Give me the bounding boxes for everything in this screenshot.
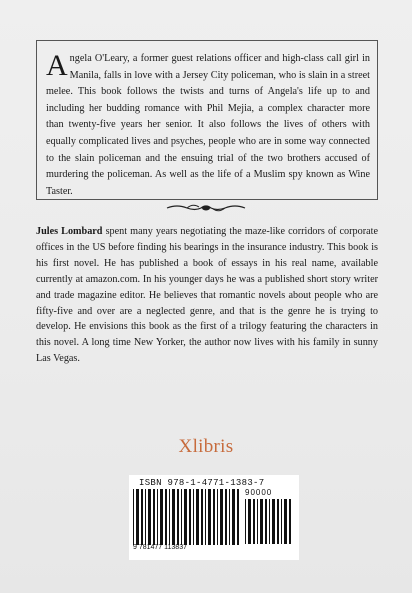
barcode-bar (253, 499, 255, 544)
addon-barcode (245, 499, 293, 555)
barcode-bar (141, 489, 143, 545)
isbn-label: ISBN 978-1-4771-1383-7 (139, 478, 265, 488)
ean-barcode (133, 489, 239, 545)
barcode-bar (196, 489, 199, 545)
barcode-bar (208, 489, 211, 545)
author-bio-text: spent many years negotiating the maze-like corridors of corporate offices in the US before finding his bearings in the insurance industry. This book is his first novel. He has published a book of essays in his real name, available currently at amazon.com. In his younger days he was a published short story writer and trade magazine editor. He believes that romantic novels about people who are fifty-five and over are a neglected genre, and that is the genre he is trying to develop. He envisions this book as the first of a trilogy featuring the characters in this novel. A long time New Yorker, the author now lives with his family in sunny Las Vegas. (36, 226, 378, 365)
barcode-bar (220, 489, 223, 545)
barcode-bar (272, 499, 275, 544)
barcode-bar (213, 489, 215, 545)
barcode-bar (201, 489, 203, 545)
barcode-bar (245, 499, 246, 544)
barcode-bar (284, 499, 287, 544)
barcode-bar (136, 489, 139, 545)
barcode-bar (145, 489, 146, 545)
author-bio (36, 224, 378, 367)
barcode-bar (148, 489, 151, 545)
barcode-bar (181, 489, 182, 545)
barcode-bar (289, 499, 291, 544)
barcode-bar (165, 489, 167, 545)
barcode-bar (260, 499, 263, 544)
barcode-bar (232, 489, 235, 545)
barcode-bar (229, 489, 230, 545)
barcode-bar (177, 489, 179, 545)
barcode-bar (265, 499, 267, 544)
barcode-bar (225, 489, 227, 545)
barcode-bar (217, 489, 218, 545)
synopsis-text: ngela O'Leary, a former guest relations officer and high-class call girl in Manila, falls in love with a Jersey City policeman, who is slain in a street melee. This book follows the twists and turns of Angela's life up to and including her budding romance with Phil Mejia, a complex character more than twenty-five years her senior. It also follows the lives of others with equally complicated lives and psyches, people who are in some way connected to the slain policeman and the ensuing trial of the two brothers accused of murdering the policeman. As well as the life of a Muslim spy known as Wine Taster. (46, 53, 370, 197)
barcode-bar (193, 489, 194, 545)
barcode-bar (133, 489, 134, 545)
publisher-logo: Xlibris (178, 436, 234, 457)
barcode-bar (277, 499, 279, 544)
barcode-bar (153, 489, 155, 545)
ornament-divider (165, 202, 247, 214)
addon-code: 90000 (245, 488, 273, 497)
barcode-bar (281, 499, 282, 544)
barcode-bar (237, 489, 239, 545)
barcode-bar (189, 489, 191, 545)
synopsis-box (36, 40, 378, 200)
dropcap-letter: A (46, 49, 68, 82)
barcode-bar (257, 499, 258, 544)
barcode-bar (172, 489, 175, 545)
barcode-box (129, 475, 299, 560)
barcode-number: 9 781477 113837 (133, 544, 187, 551)
barcode-bar (205, 489, 206, 545)
barcode-bar (269, 499, 270, 544)
barcode-bar (248, 499, 251, 544)
barcode-bar (169, 489, 170, 545)
barcode-bar (160, 489, 163, 545)
author-name: Jules Lombard (36, 226, 103, 237)
barcode-bar (157, 489, 158, 545)
synopsis-paragraph (46, 51, 370, 200)
barcode-bar (184, 489, 187, 545)
